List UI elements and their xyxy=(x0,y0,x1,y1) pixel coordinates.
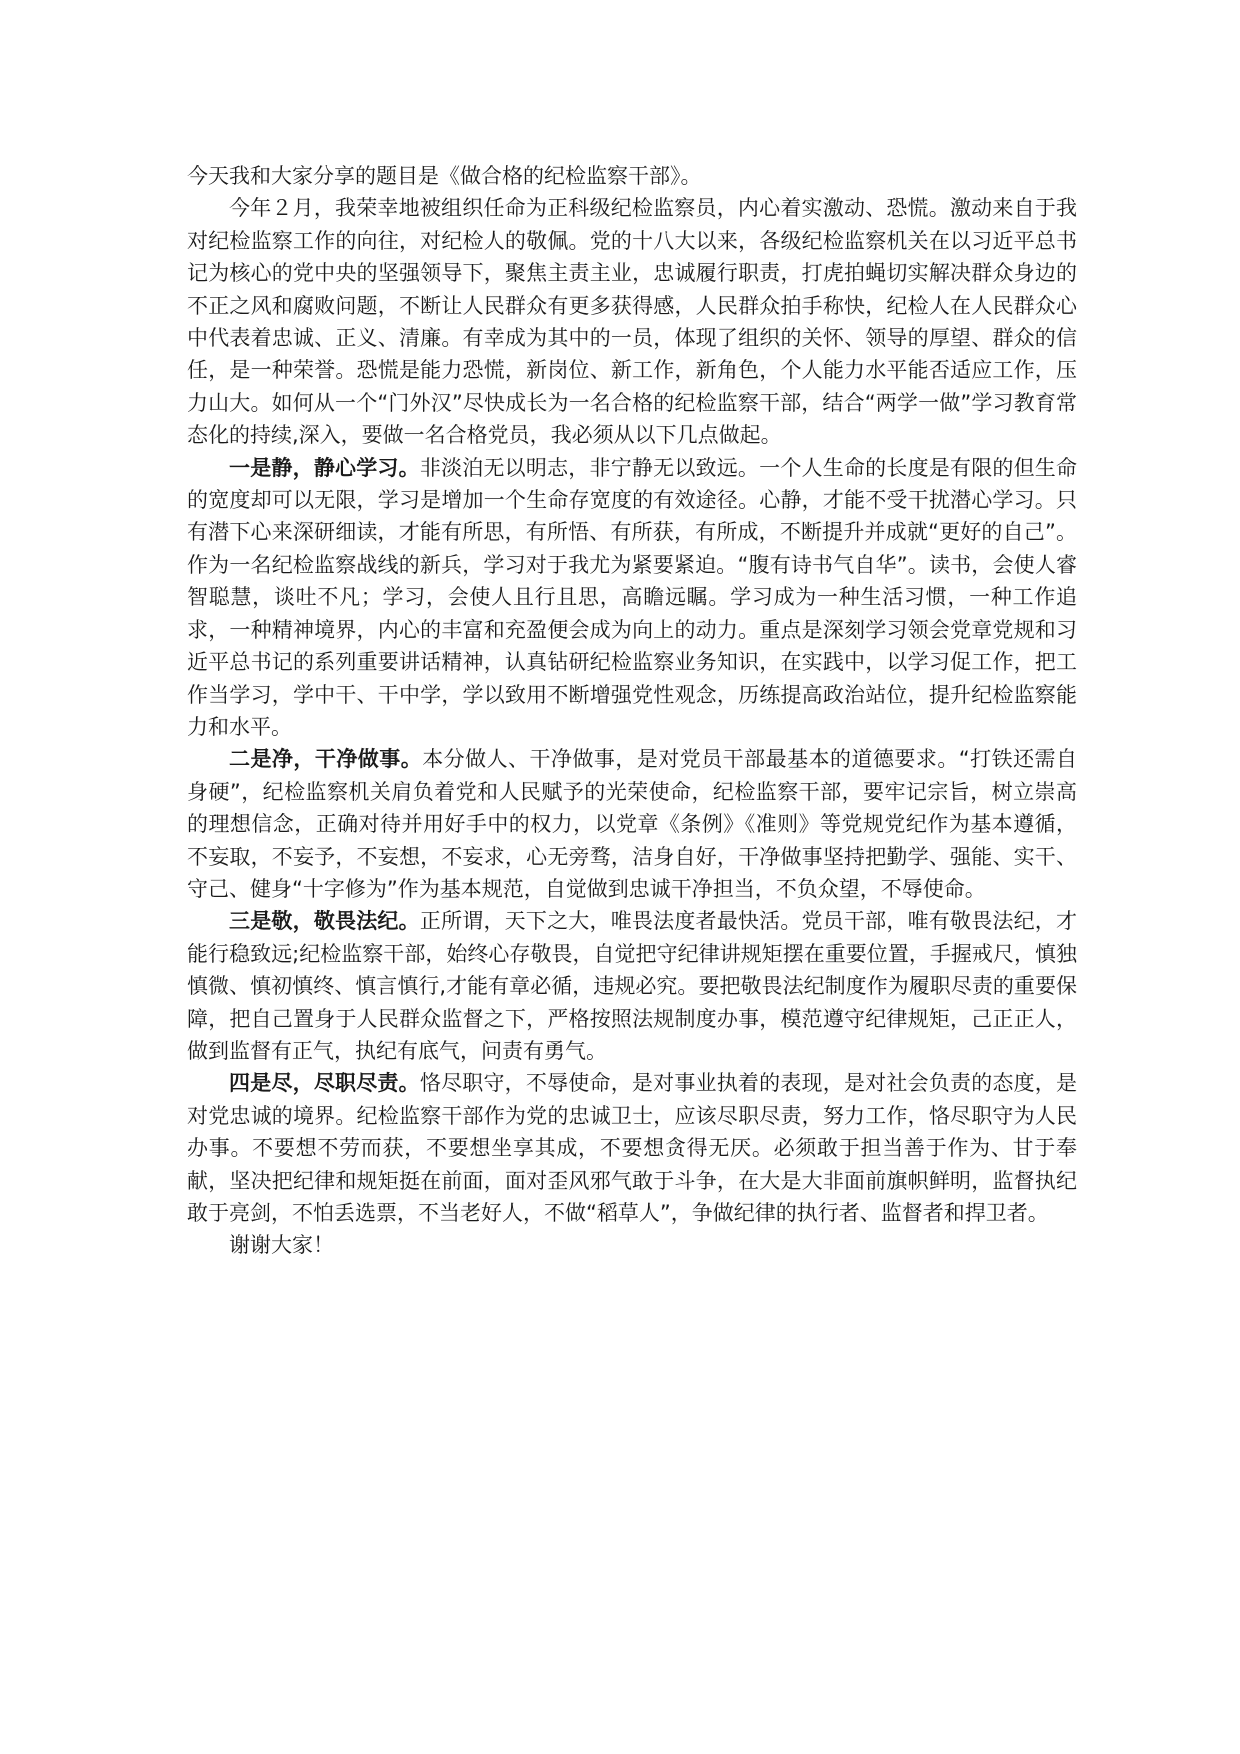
document-body xyxy=(187,160,1077,1262)
section-4-heading: 四是尽，尽职尽责。 xyxy=(229,1071,420,1096)
section-3-text: 正所谓，天下之大，唯畏法度者最快活。党员干部，唯有敬畏法纪，才能行稳致远;纪检监察干部，始终心存敬畏，自觉把守纪律讲规矩摆在重要位置，手握戒尺，慎独慎微、慎初慎终、慎言慎行,才能有章必循，违规必究。要把敬畏法纪制度作为履职尽责的重要保障，把自己置身于人民群众监督之下，严格按照法规制度办事，模范遵守纪律规矩，己正正人，做到监督有正气，执纪有底气，问责有勇气。 xyxy=(187,909,1078,1063)
intro-line: 今天我和大家分享的题目是《做合格的纪检监察干部》。 xyxy=(187,164,702,188)
opening-paragraph: 今年２月，我荣幸地被组织任命为正科级纪检监察员，内心着实激动、恐慌。激动来自于我对纪检监察工作的向往，对纪检人的敬佩。党的十八大以来，各级纪检监察机关在以习近平总书记为核心的党中央的坚强领导下，聚焦主责主业，忠诚履行职责，打虎拍蝇切实解决群众身边的不正之风和腐败问题，不断让人民群众有更多获得感，人民群众拍手称快，纪检人在人民群众心中代表着忠诚、正义、清廉。有幸成为其中的一员，体现了组织的关怀、领导的厚望、群众的信任，是一种荣誉。恐慌是能力恐慌，新岗位、新工作，新角色，个人能力水平能否适应工作，压力山大。如何从一个“门外汉”尽快成长为一名合格的纪检监察干部，结合“两学一做”学习教育常态化的持续,深入，要做一名合格党员，我必须从以下几点做起。 xyxy=(187,196,1077,448)
section-4-paragraph xyxy=(187,1067,1077,1229)
section-3-heading: 三是敬，敬畏法纪。 xyxy=(229,909,420,934)
section-2-heading: 二是净，干净做事。 xyxy=(229,747,423,772)
section-3-paragraph xyxy=(187,905,1077,1067)
section-1-heading: 一是静，静心学习。 xyxy=(229,455,420,480)
section-2-paragraph xyxy=(187,743,1077,905)
section-2-text: 本分做人、干净做事，是对党员干部最基本的道德要求。“打铁还需自身硬”，纪检监察机关肩负着党和人民赋予的光荣使命，纪检监察干部，要牢记宗旨，树立崇高的理想信念，正确对待并用好手中的权力，以党章《条例》《准则》等党规党纪作为基本遵循，不妄取，不妄予，不妄想，不妄求，心无旁骛，洁身自好，干净做事坚持把勤学、强能、实干、守己、健身“十字修为”作为基本规范，自觉做到忠诚干净担当，不负众望，不辱使命。 xyxy=(187,747,1077,901)
closing-line: 谢谢大家！ xyxy=(229,1233,334,1258)
section-4-text: 恪尽职守，不辱使命，是对事业执着的表现，是对社会负责的态度，是对党忠诚的境界。纪检监察干部作为党的忠诚卫士，应该尽职尽责，努力工作，恪尽职守为人民办事。不要想不劳而获，不要想坐享其成，不要想贪得无厌。必须敢于担当善于作为、甘于奉献，坚决把纪律和规矩挺在前面，面对歪风邪气敢于斗争，在大是大非面前旗帜鲜明，监督执纪敢于亮剑，不怕丢选票，不当老好人，不做“稻草人”，争做纪律的执行者、监督者和捍卫者。 xyxy=(187,1071,1078,1225)
section-1-text: 非淡泊无以明志，非宁静无以致远。一个人生命的长度是有限的但生命的宽度却可以无限，学习是增加一个生命存宽度的有效途径。心静，才能不受干扰潜心学习。只有潜下心来深研细读，才能有所思，有所悟、有所获，有所成，不断提升并成就“更好的自己”。作为一名纪检监察战线的新兵，学习对于我尤为紧要紧迫。“腹有诗书气自华”。读书，会使人睿智聪慧，谈吐不凡；学习，会使人且行且思，高瞻远瞩。学习成为一种生活习惯，一种工作追求，一种精神境界，内心的丰富和充盈便会成为向上的动力。重点是深刻学习领会党章党规和习近平总书记的系列重要讲话精神，认真钻研纪检监察业务知识，在实践中，以学习促工作，把工作当学习，学中干、干中学，学以致用不断增强党性观念，历练提高政治站位，提升纪检监察能力和水平。 xyxy=(187,455,1078,739)
section-1-paragraph xyxy=(187,452,1077,744)
